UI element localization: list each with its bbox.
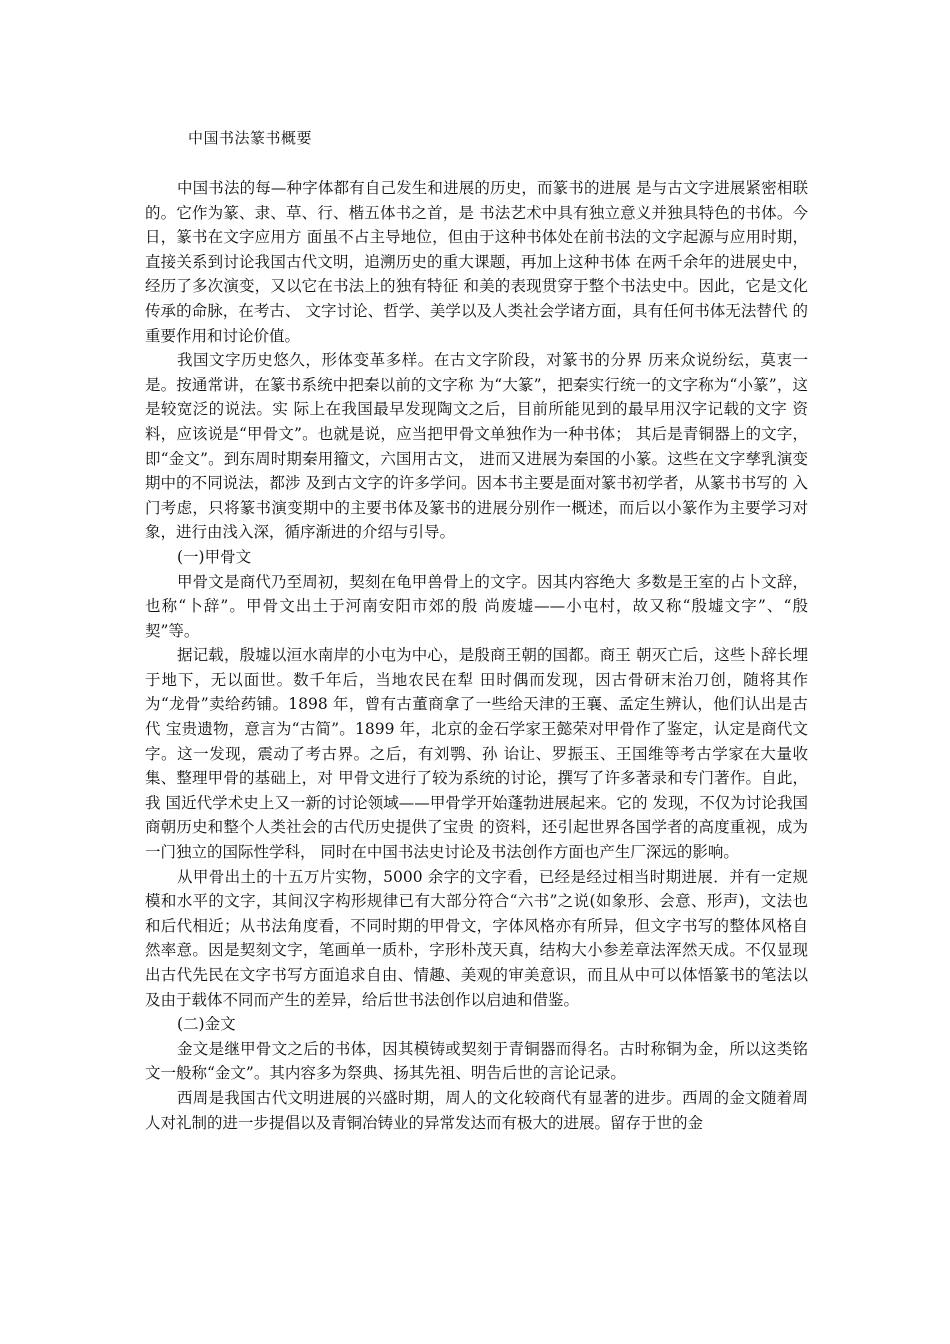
oracle-bone-paragraph-1: 甲骨文是商代乃至周初，契刻在龟甲兽骨上的文字。因其内容绝大 多数是王室的占卜文辞，也称“卜辞”。甲骨文出土于河南安阳市郊的殷 尚废墟——小屯村，故又称“殷墟文字”、“殷契”等。 [145, 572, 808, 640]
document-title: 中国书法篆书概要 [188, 129, 313, 147]
bronze-paragraph-1: 金文是继甲骨文之后的书体，因其模铸或契刻于青铜器而得名。古时称铜为金，所以这类铭文一般称“金文”。其内容多为祭典、扬其先祖、明告后世的言论记录。 [145, 1039, 808, 1083]
intro-paragraph-2: 我国文字历史悠久，形体变革多样。在古文字阶段，对篆书的分界 历来众说纷纭，莫衷一是。按通常讲，在篆书系统中把秦以前的文字称 为“大篆”，把秦实行统一的文字称为“小篆”，这是较宽泛的说法。实 际上在我国最早发现陶文之后，目前所能见到的最早用汉字记载的文字 资料，应该说是“甲骨文”。也就是说，应当把甲骨文单独作为一种书体； 其后是青铜器上的文字，即“金文”。到东周时期秦用籀文，六国用古文， 进而又进展为秦国的小篆。这些在文字孳乳演变期中的不同说法，都涉 及到古文字的许多学问。因本书主要是面对篆书初学者，从篆书书写的 入门考虑，只将篆书演变期中的主要书体及篆书的进展分别作一概述，而后以小篆作为主要学习对象，进行由浅入深，循序渐进的介绍与引导。 [145, 351, 808, 542]
document-body [145, 176, 808, 1135]
section-heading-bronze-inscription: (二)金文 [177, 1015, 236, 1034]
section-heading-oracle-bone: (一)甲骨文 [177, 547, 252, 566]
oracle-bone-paragraph-3: 从甲骨出土的十五万片实物，5000 余字的文字看，已经是经过相当时期进展．并有一定规模和水平的文字，其间汉字构形规律已有大部分符合“六书”之说(如象形、会意、形声)，文法也和后代相近；从书法角度看，不同时期的甲骨文，字体风格亦有所异，但文字书写的整体风格自然率意。因是契刻文字，笔画单一质朴，字形朴茂天真，结构大小参差章法浑然天成。不仅显现出古代先民在文字书写方面追求自由、情趣、美观的审美意识，而且从中可以体悟篆书的笔法以及由于载体不同而产生的差异，给后世书法创作以启迪和借鉴。 [145, 867, 808, 1009]
intro-paragraph-1: 中国书法的每—种字体都有自己发生和进展的历史，而篆书的进展 是与古文字进展紧密相联的。它作为篆、隶、草、行、楷五体书之首，是 书法艺术中具有独立意义并独具特色的书体。今日，篆书在文字应用方 面虽不占主导地位，但由于这种书体处在前书法的文字起源与应用时期， 直接关系到讨论我国古代文明，追溯历史的重大课题，再加上这种书体 在两千余年的进展史中，经历了多次演变，又以它在书法上的独有特征 和美的表现贯穿于整个书法史中。因此，它是文化传承的命脉，在考古、 文字讨论、哲学、美学以及人类社会学诸方面，具有任何书体无法替代 的重要作用和讨论价值。 [145, 179, 808, 345]
bronze-paragraph-2: 西周是我国古代文明进展的兴盛时期，周人的文化较商代有显著的进步。西周的金文随着周人对礼制的进一步提倡以及青铜冶铸业的异常发达而有极大的进展。留存于世的金 [145, 1088, 808, 1132]
oracle-bone-paragraph-2: 据记载，殷墟以洹水南岸的小屯为中心，是殷商王朝的国都。商王 朝灭亡后，这些卜辞长埋于地下，无以面世。数千年后，当地农民在犁 田时偶而发现，因古骨研末治刀创，随将其作为“龙骨”卖给药铺。1898 年，曾有古董商拿了一些给天津的王襄、孟定生辨认，他们认出是古代 宝贵遗物，意言为“古简”。1899 年，北京的金石学家王懿荣对甲骨作了鉴定，认定是商代文字。这一发现，震动了考古界。之后，有刘鹗、孙 诒让、罗振玉、王国维等考古学家在大量收集、整理甲骨的基础上，对 甲骨文进行了较为系统的讨论，撰写了许多著录和专门著作。自此，我 国近代学术史上又一新的讨论领域——甲骨学开始蓬勃进展起来。它的 发现，不仅为讨论我国商朝历史和整个人类社会的古代历史提供了宝贵 的资料，还引起世界各国学者的高度重视，成为一门独立的国际性学科， 同时在中国书法史讨论及书法创作方面也产生厂深远的影响。 [145, 646, 808, 862]
